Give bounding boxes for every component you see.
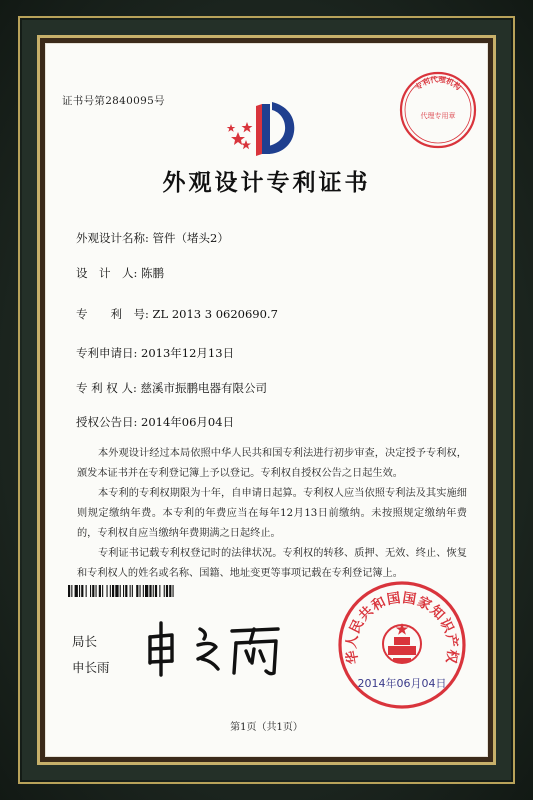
body-paragraph-2: 本专利的专利权期限为十年，自申请日起算。专利权人应当依照专利法及其实施细则规定缴纳年费。本专利的年费应当在每年12月13日前缴纳。未按照规定缴纳年费的，专利权自应当缴纳年费期满之日起终止。 [77, 488, 467, 539]
patentee-label: 专 利 权 人: [76, 381, 137, 395]
patentee-value: 慈溪市振鹏电器有限公司 [140, 381, 267, 395]
official-seal-ring-text: 华人民共和国国家知识产权 [343, 590, 461, 666]
grant-date-field [76, 414, 234, 430]
official-seal [337, 580, 467, 710]
patent-number-value: ZL 2013 3 0620690.7 [152, 307, 278, 321]
patent-number-field [76, 306, 278, 322]
filing-date-value: 2013年12月13日 [141, 346, 235, 360]
certificate-number: 证书号第2840095号 [62, 95, 165, 107]
national-emblem-icon [383, 623, 421, 663]
designer-value: 陈鹏 [141, 266, 165, 280]
body-paragraph-3: 专利证书记载专利权登记时的法律状况。专利权的转移、质押、无效、终止、恢复和专利权人的姓名或名称、国籍、地址变更等事项记载在专利登记簿上。 [77, 548, 467, 579]
official-seal-date: 2014年06月04日 [357, 677, 447, 690]
grant-date-value: 2014年06月04日 [141, 415, 235, 429]
body-paragraph-1: 本外观设计经过本局依照中华人民共和国专利法进行初步审查，决定授予专利权，颁发本证书并在专利登记簿上予以登记。专利权自授权公告之日起生效。 [77, 448, 467, 479]
agency-seal [398, 70, 478, 150]
page-footer: 第1页（共1页） [230, 722, 303, 733]
grant-date-label: 授权公告日: [76, 415, 138, 429]
filing-date-field [76, 345, 234, 361]
patent-office-logo [226, 96, 300, 160]
filing-date-label: 专利申请日: [76, 346, 138, 360]
handwritten-signature [142, 617, 284, 677]
design-name-field [76, 230, 229, 246]
signature-title: 局长 [72, 634, 98, 649]
design-name-value: 管件（堵头2） [152, 231, 229, 245]
barcode [68, 585, 254, 597]
patentee-field [76, 380, 267, 396]
design-name-label: 外观设计名称: [76, 231, 149, 245]
agency-seal-center-text: 代理专用章 [420, 112, 456, 120]
agency-seal-ring-text: 专利代理机构 [413, 74, 463, 92]
patent-number-label: 专 利 号: [76, 307, 149, 321]
designer-label: 设 计 人: [76, 266, 138, 280]
designer-field [76, 265, 164, 281]
certificate-title: 外观设计专利证书 [162, 169, 371, 196]
signatory-name: 申长雨 [72, 660, 110, 675]
